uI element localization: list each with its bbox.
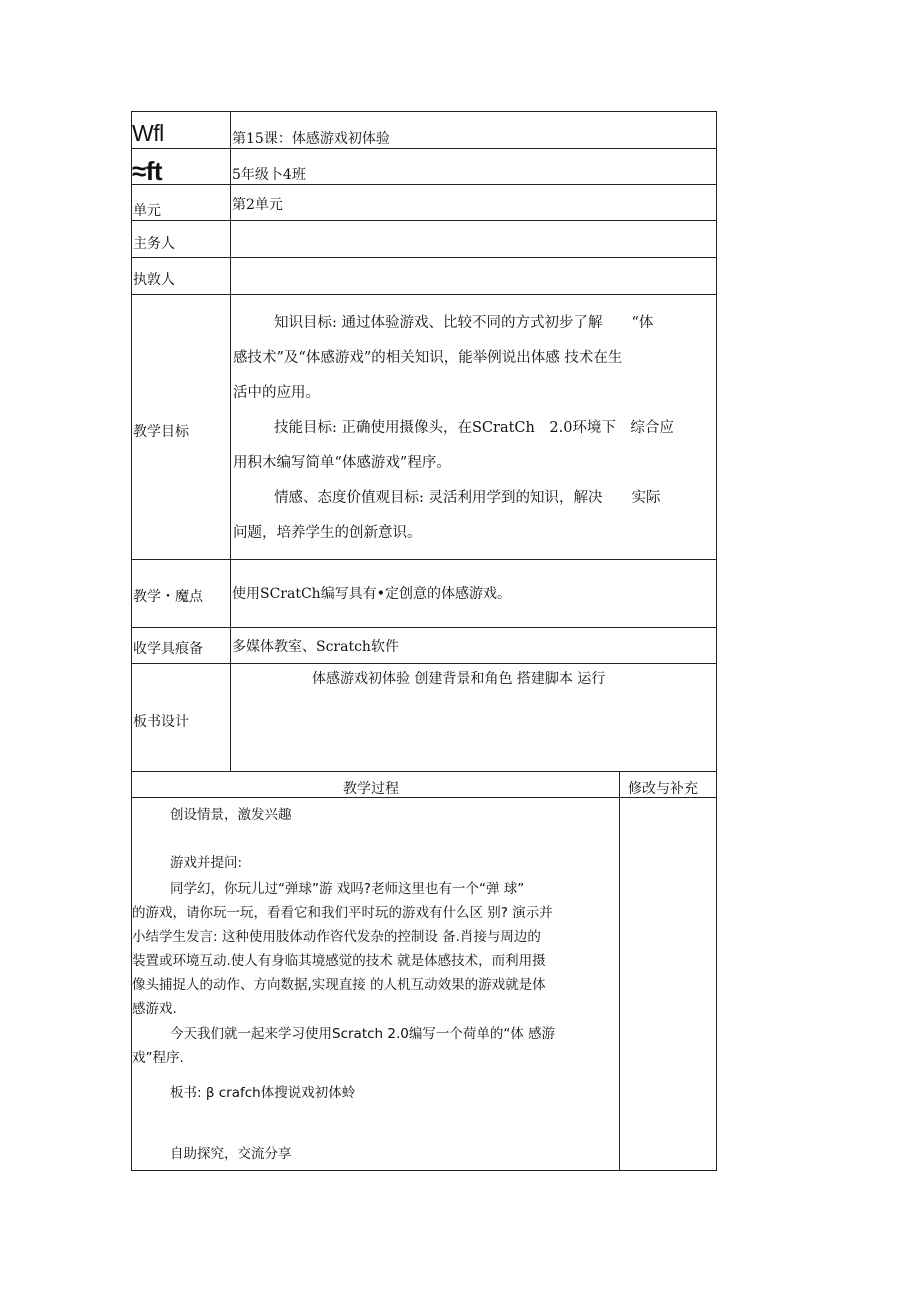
- prep-label: 收学具痕备: [133, 641, 203, 657]
- board-value: 体感游戏初体验 创建背景和角色 搭建脚本 运行: [312, 671, 606, 687]
- host-label: 主务人: [133, 236, 175, 252]
- title-label: Wfl: [132, 120, 164, 146]
- column-divider: [230, 111, 231, 772]
- row-divider: [131, 559, 717, 560]
- goals-line: 用积木编写简单“体感游戏”程序。: [233, 455, 451, 471]
- process-line: 同学幻，你玩儿过“弹球”游 戏吗?老师这里也有一个“弹 球”: [170, 881, 525, 897]
- goals-label: 教学目标: [133, 424, 189, 440]
- row-divider: [131, 257, 717, 258]
- side-header: 修改与补充: [628, 781, 698, 797]
- process-line: 板书: β crafch体搜说戏初体蛉: [170, 1085, 356, 1101]
- process-line: 自助探究，交流分享: [170, 1146, 292, 1162]
- goals-line: 感技术”及“体感游戏”的相关知识，能举例说出体感 技术在生: [233, 350, 623, 366]
- prep-value: 多媒体教室、Scratch软件: [232, 639, 399, 655]
- process-line: 戏”程序.: [132, 1050, 184, 1066]
- goals-line: 技能目标: 正确使用摄像头，在SCratCh 2.0环境下 综合应: [274, 420, 674, 436]
- row-divider: [131, 220, 717, 221]
- class-label: ≈ft: [132, 156, 163, 186]
- process-line: 装置或环境互动.使人有身临其境感觉的技术 就是体感技术，而利用摄: [132, 953, 546, 969]
- row-divider: [131, 627, 717, 628]
- process-line: 小结学生发言: 这种使用肢体动作咨代发杂的控制设 备.肖接与周边的: [132, 929, 541, 945]
- column-divider-side: [619, 771, 620, 1171]
- process-line: 像头捕捉人的动作、方向数据,实现直接 的人机互动效果的游戏就是体: [132, 977, 546, 993]
- table-border-right: [716, 111, 717, 1171]
- process-line: 创设情景，激发兴趣: [170, 807, 292, 823]
- row-divider: [131, 148, 717, 149]
- row-divider: [131, 184, 717, 185]
- process-header: 教学过程: [343, 781, 399, 797]
- goals-line: 情感、态度价值观目标: 灵活利用学到的知识，解决 实际: [274, 490, 661, 506]
- process-line: 感游戏.: [132, 1001, 177, 1017]
- unit-label: 单元: [133, 203, 161, 219]
- teacher-label: 执敦人: [133, 272, 175, 288]
- table-border-top: [131, 111, 717, 112]
- process-line: 游戏并提问:: [170, 855, 243, 871]
- keypoints-value: 使用SCratCh编写具有•定创意的体感游戏。: [232, 586, 511, 602]
- process-line: 今天我们就一起来学习使用Scratch 2.0编写一个荷单的“体 感游: [170, 1026, 556, 1042]
- goals-line: 问题，培养学生的创新意识。: [233, 525, 422, 541]
- board-label: 板书设计: [133, 714, 189, 730]
- title-value: 第15课：体感游戏初体验: [232, 131, 390, 147]
- unit-value: 第2单元: [232, 197, 283, 213]
- goals-line: 活中的应用。: [233, 385, 320, 401]
- class-value: 5年级卜4班: [232, 167, 306, 183]
- goals-line: 知识目标: 通过体验游戏、比较不同的方式初步了解 “体: [274, 315, 654, 331]
- row-divider: [131, 294, 717, 295]
- table-border-bottom: [131, 1170, 717, 1171]
- keypoints-label: 教学・魔点: [133, 589, 203, 605]
- row-divider: [131, 771, 717, 772]
- process-line: 的游戏，请你玩一玩，看看它和我们平时玩的游戏有什么区 别? 演示并: [132, 905, 553, 921]
- goals-text: [233, 306, 715, 551]
- row-divider: [131, 663, 717, 664]
